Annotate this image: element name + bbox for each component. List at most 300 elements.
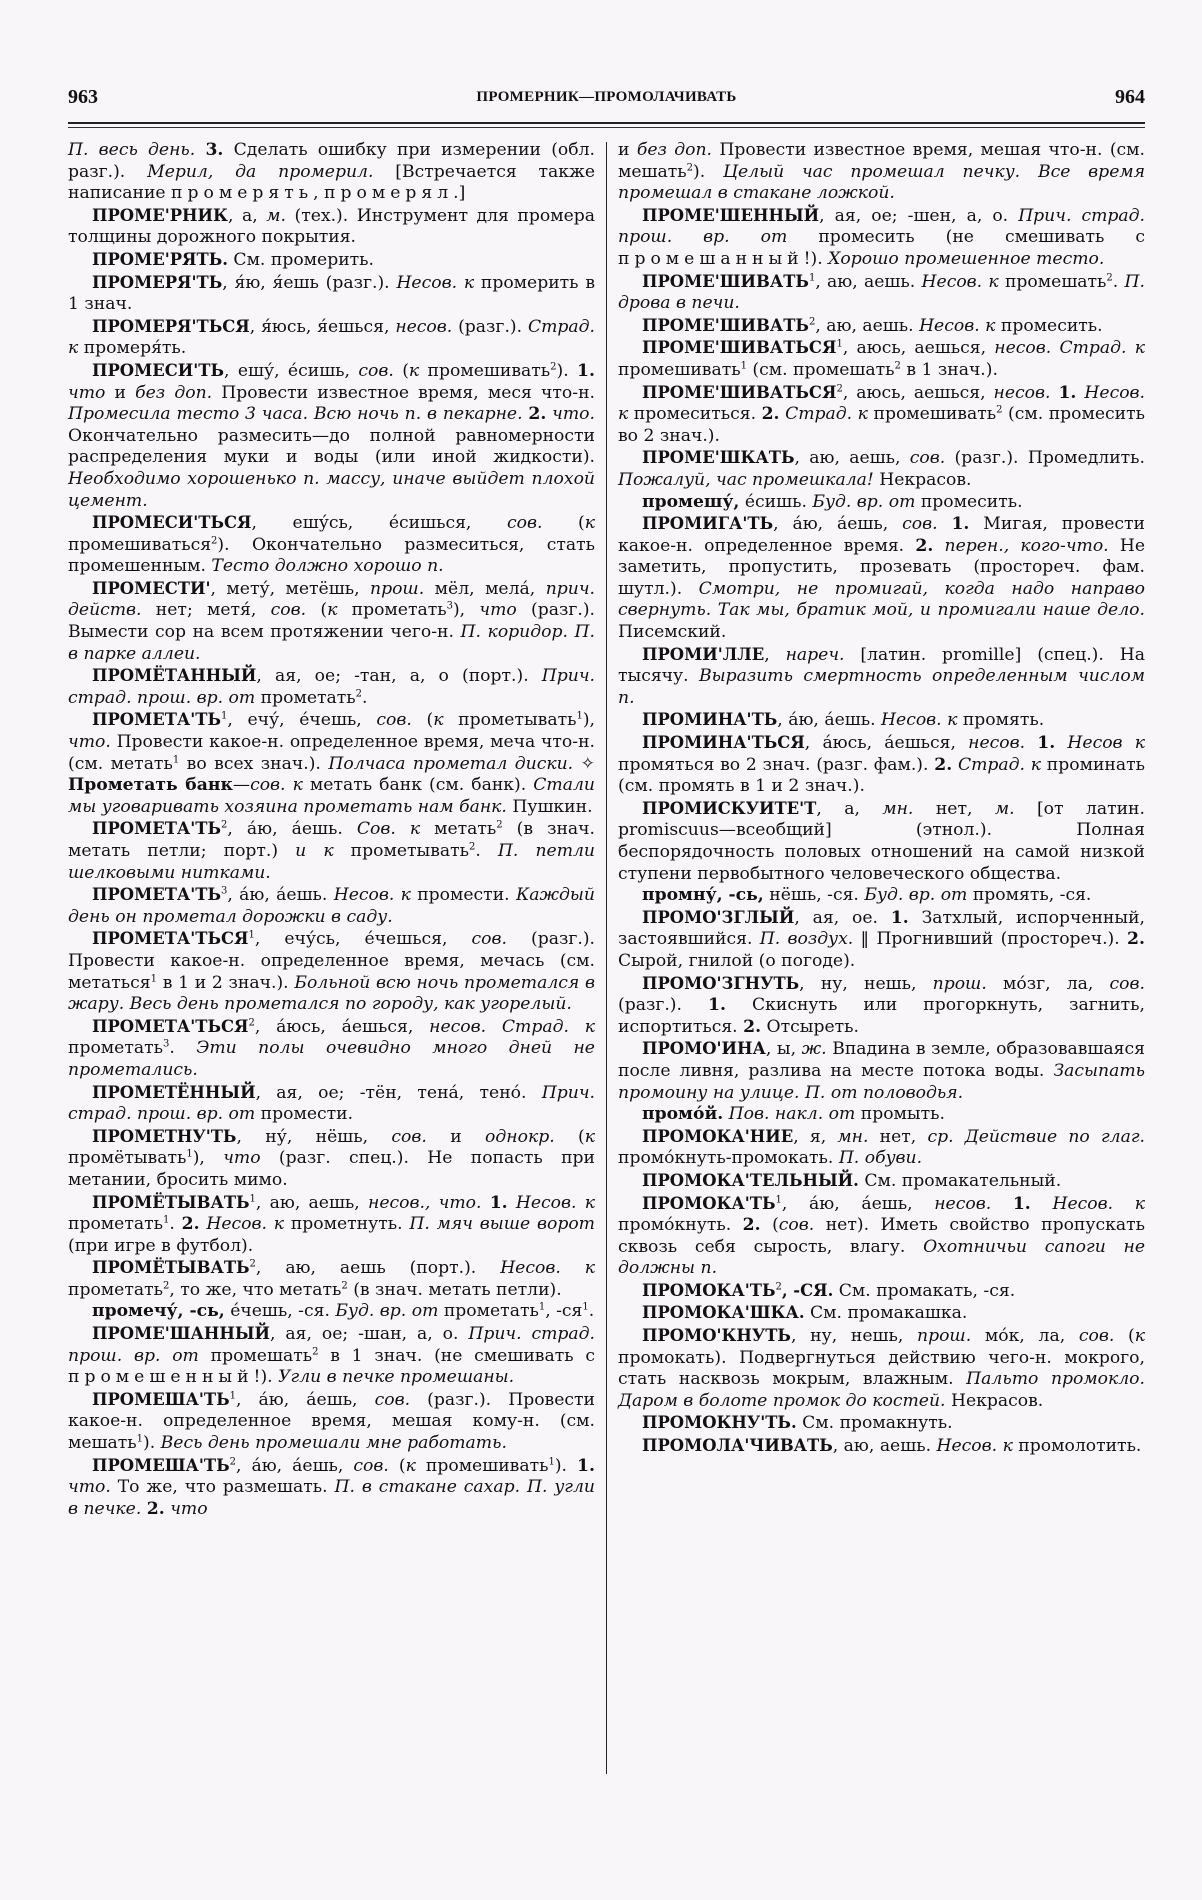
entry-text: , а́ю, а́ешь, (773, 514, 903, 535)
entry-text: 2. (146, 1498, 165, 1519)
entry-text: Промесила тесто 3 часа. Всю ночь п. в пекарне. (68, 404, 523, 425)
entry-text: прош. (932, 973, 987, 994)
entry-text: ), (582, 710, 595, 731)
entry-text: промешу́, (642, 491, 740, 512)
entry-text: сов. (1109, 973, 1145, 994)
entry-text: Пожалуй, час промешкала! (618, 469, 874, 490)
homonym-index: 2 (836, 382, 843, 394)
entry-text: несов., что. (368, 1192, 482, 1213)
entry-text: что. (68, 732, 111, 753)
entry-text: сов. (270, 600, 307, 621)
dictionary-entry (618, 1126, 1145, 1170)
headword: ПРОМИНА'ТЬ (642, 710, 778, 730)
entry-text: Страд. к (785, 404, 868, 425)
entry-text: [от латин. promiscuus—всеобщий] (этнол.). Полная беспорядочность половых отношений на самой низкой ступени первобытного человеческого общества. (618, 798, 1145, 884)
entry-text: (разг.). Вымести сор на всем протяжении чего-н. (68, 600, 596, 643)
entry-text: Полчаса прометал диски. (328, 753, 574, 774)
entry-text: Некрасов. (945, 1390, 1044, 1411)
dictionary-entry (618, 447, 1145, 491)
entry-text: Каждый день он прометал дорожки в саду. (68, 885, 595, 927)
entry-text: Охотничьи сапоги не должны п. (618, 1236, 1145, 1279)
entry-text: , аю, аешь, (794, 448, 910, 469)
dictionary-entry (618, 1038, 1145, 1104)
homonym-index: 1 (740, 360, 747, 372)
entry-text: в 1 знач.). (900, 359, 998, 380)
headword: ПРОМОКА'ТЬ (642, 1193, 776, 1213)
entry-text: (тех.). Инструмент для промера толщины дорожного покрытия. (68, 205, 595, 248)
entry-text: промерить в 1 знач. (68, 272, 596, 315)
entry-text: , аюсь, аешься, (842, 338, 995, 359)
entry-text: См. промакательный. (858, 1170, 1062, 1191)
entry-text: , (313, 183, 325, 204)
homonym-index: 2 (249, 1258, 256, 1270)
entry-text: , ая, ое; -шен, а, о. (819, 205, 1019, 226)
homonym-index: 2 (996, 404, 1003, 416)
dictionary-entry (618, 1280, 1145, 1303)
entry-text: прометнуть. (284, 1214, 410, 1235)
homonym-index: 1 (162, 1214, 170, 1226)
entry-text (481, 1193, 489, 1213)
entry-text: промешивать (419, 360, 551, 381)
headword: ПРОМЕРЯ'ТЬСЯ (92, 316, 250, 336)
entry-text: Пальто промокло. Даром в болоте промок до костей. (618, 1369, 1145, 1411)
entry-text: Страд. к (68, 316, 595, 359)
entry-text: Провести известное время, мешая что-н. (см. мешать (618, 140, 1146, 182)
entry-text: , а́юсь, а́ешься, (804, 733, 969, 754)
homonym-index: 2 (355, 688, 363, 700)
headword: ПРОМЕ'ШКАТЬ (642, 448, 795, 468)
entry-text: промять. (957, 710, 1045, 731)
entry-text: 1. (1012, 1193, 1031, 1214)
entry-text: Впадина в земле, образовавшаяся после ливня, разлива на месте потока воды. (618, 1039, 1145, 1081)
entry-text: несов. (993, 382, 1051, 403)
homonym-index: 2 (469, 841, 476, 853)
dictionary-entry (618, 382, 1145, 448)
entry-text: , я́юсь, я́ешься, (249, 316, 396, 337)
entry-text: Угли в печке промешаны. (278, 1367, 515, 1388)
entry-text: 3. (205, 140, 224, 160)
entry-text: м. (266, 205, 286, 226)
dictionary-entry (68, 272, 595, 316)
headword: ПРОМЕСТИ' (92, 578, 211, 598)
entry-text: несов. Страд. к (429, 1016, 595, 1037)
entry-text: что. (68, 1477, 111, 1498)
entry-text: к (433, 710, 444, 731)
entry-text: (см. промесить во 2 знач.). (618, 404, 1145, 446)
dictionary-entry (618, 709, 1145, 732)
entry-text: , а́ю, а́ешь. (777, 710, 882, 731)
entry-text: 1. (1037, 733, 1056, 754)
entry-text: и (618, 140, 637, 160)
headword: ПРОМЁТЫВАТЬ (92, 1258, 250, 1278)
dictionary-entry (618, 973, 1145, 1039)
homonym-index: 2 (808, 316, 816, 328)
entry-text: 2. (528, 404, 547, 425)
entry-text: , ая, ое; -тён, тена́, тено́. (255, 1082, 542, 1103)
entry-text: Несов. к (500, 1258, 595, 1279)
entry-text: Сделать ошибку при измерении (обл. разг.). (68, 140, 595, 182)
entry-text: 1. (1058, 382, 1077, 403)
entry-text: что (170, 1498, 208, 1519)
entry-text: сов. (374, 1389, 411, 1410)
entry-text: промешиваться (68, 534, 212, 555)
entry-text: ( (411, 710, 434, 731)
entry-text: 2. (915, 535, 934, 556)
headword: ПРОМЕША'ТЬ (92, 1455, 230, 1475)
dictionary-entry (618, 798, 1145, 885)
entry-text: Затхлый, испорченный, застоявшийся. (618, 907, 1145, 950)
headword: ПРОМЕ'ШИВАТЬ (642, 271, 809, 291)
entry-text: , а́ю, а́ешь. (227, 819, 357, 840)
entry-text: промолотить. (1012, 1436, 1142, 1457)
headword: ПРОМОКА'ТЬ (642, 1280, 776, 1300)
entry-text: 1. (708, 995, 726, 1016)
homonym-index: 1 (775, 1193, 782, 1205)
dictionary-entry (618, 644, 1145, 710)
dictionary-entry (618, 271, 1145, 315)
entry-text (195, 140, 205, 160)
homonym-index: 2 (686, 161, 694, 173)
entry-text: ср. Действие по глаг. (927, 1126, 1145, 1147)
headword: ПРОМО'ЗГНУТЬ (642, 973, 800, 993)
dictionary-entry (618, 205, 1145, 271)
headword: ПРОМОЛА'ЧИВАТЬ (642, 1436, 833, 1456)
entry-text: [латин. promille] (спец.). На тысячу. (618, 644, 1145, 687)
entry-text: П. обуви. (838, 1148, 923, 1169)
entry-text: Выразить смертность определенным числом п. (618, 666, 1145, 708)
entry-text: Целый час промешал печку. Все время промешал в стакане ложкой. (618, 161, 1145, 204)
homonym-index: 2 (248, 1017, 255, 1029)
dictionary-entry (618, 1435, 1145, 1458)
entry-text: сов. (353, 1455, 389, 1476)
homonym-index: 2 (162, 1280, 170, 1292)
entry-text: , а́ю, а́ешь, (781, 1193, 935, 1214)
entry-text: П. воздух. (759, 929, 854, 950)
entry-text: ( (554, 1126, 585, 1147)
entry-text: , ая, ое; -тан, а, о (порт.). (256, 666, 542, 687)
entry-text: См. промакашка. (804, 1303, 968, 1324)
entry-text: промечу́, -сь, (92, 1301, 225, 1322)
dictionary-entry (618, 1104, 1145, 1126)
entry-text: , аю, аешь, (255, 1192, 368, 1213)
entry-text: несов. (395, 316, 453, 337)
entry-text: , аю, аешь. (832, 1436, 937, 1457)
entry-text: Окончательно размесить—до полной равномерности распределения муки и воды (или иной жидкости). (68, 425, 595, 468)
entry-text: однокр. (485, 1126, 555, 1147)
entry-text: прич. действ. (68, 578, 596, 621)
headword: ПРОМЁТАННЫЙ (92, 666, 257, 686)
entry-text: промо́кнуть-промокать. (618, 1148, 839, 1169)
entry-text: Провести какое-н. определенное время, меча что-н. (см. метать (68, 732, 595, 774)
entry-text: сов. (506, 513, 543, 534)
entry-text (938, 514, 952, 534)
entry-text: — (232, 775, 251, 796)
entry-text: , то же, что метать (169, 1279, 342, 1300)
homonym-index: 3 (162, 1038, 170, 1050)
entry-text: прометать (438, 1301, 539, 1322)
dictionary-entry (68, 1016, 595, 1082)
entry-text: , а́ю, а́ешь, (235, 1389, 375, 1410)
dictionary-entry (68, 818, 595, 884)
right-page-number: 964 (1115, 86, 1145, 108)
entry-text: ( (1114, 1326, 1135, 1347)
entry-text: , аю, аешь. (815, 271, 922, 292)
entry-text: Несов. к (333, 885, 411, 906)
headword: ПРОМЕТА'ТЬ (92, 710, 222, 730)
entry-text: Прич. страд. прош. вр. от (618, 205, 1145, 248)
entry-text: проминать (см. промять в 1 и 2 знач.). (618, 754, 1145, 797)
entry-text: , мету́, метёшь, (210, 578, 371, 599)
entry-text: Страд. к (957, 754, 1042, 775)
entry-text: к (327, 600, 338, 621)
entry-text: (разг.). Провести какое-н. определенное время, мешая кому-н. (см. мешать (68, 1389, 595, 1454)
entry-text: промерял (324, 183, 454, 204)
entry-text: 2. (181, 1214, 200, 1235)
entry-text: прометывать (443, 710, 577, 731)
dictionary-entry (68, 360, 595, 512)
entry-text: ). (554, 1455, 578, 1476)
entry-text: Несов. к (919, 315, 996, 336)
dictionary-entry (618, 315, 1145, 338)
entry-text: , ечу́сь, е́чешься, (254, 929, 472, 950)
entry-text: Стали мы уговаривать хозяина прометать нам банк. (68, 775, 595, 817)
entry-text: промешать (198, 1345, 313, 1366)
entry-text: Несов к (1067, 733, 1146, 754)
dictionary-entry (618, 907, 1145, 973)
entry-text: 2. (743, 1016, 762, 1037)
dictionary-entry (68, 578, 595, 665)
entry-text: промять, -ся. (967, 885, 1092, 906)
headword: ПРОМЕТЁННЫЙ (92, 1082, 256, 1102)
entry-text: нареч. (785, 644, 845, 665)
entry-text: сов. (376, 710, 412, 731)
entry-text: промокать). Подвергнуться действию чего-н. мокрого, стать насквозь мокрым, влажным. (618, 1347, 1145, 1390)
dictionary-entry (68, 1389, 595, 1455)
entry-text: Прометать банк (68, 775, 233, 796)
entry-text: , ечу́, е́чешь, (227, 710, 377, 731)
entry-text: Писемский. (618, 622, 727, 643)
entry-text: нет). Иметь свойство пропускать сквозь себя сырость, влагу. (618, 1215, 1145, 1257)
running-title: ПРОМЕРНИК—ПРОМОЛАЧИВАТЬ (476, 89, 737, 105)
entry-text: и (105, 382, 136, 403)
entry-text: прометать (68, 1038, 163, 1059)
entry-text: 2. (1127, 929, 1145, 950)
entry-text: !). (253, 1367, 279, 1388)
entry-text: (разг. спец.). Не попасть при метании, бросить мимо. (68, 1148, 595, 1190)
entry-text: прош. (917, 1326, 972, 1347)
homonym-index: 3 (446, 600, 453, 612)
entry-text: 1. (489, 1192, 508, 1213)
entry-text: промешенный (68, 1367, 254, 1388)
entry-text (1031, 1194, 1053, 1214)
homonym-index: 2 (894, 360, 901, 372)
dictionary-entry (618, 140, 1145, 205)
entry-text: метать (420, 819, 497, 840)
entry-text (508, 1193, 516, 1213)
entry-text: ), (452, 600, 480, 621)
entry-text: Прич. страд. прош. вр. от (68, 1324, 595, 1366)
headword: ПРОМИ'ЛЛЕ (642, 644, 765, 664)
entry-text: промешивать (415, 1455, 549, 1476)
dictionary-entry (68, 205, 595, 249)
entry-text: Несов. к (396, 272, 475, 293)
dictionary-entry (618, 1193, 1145, 1280)
entry-text: несов. (968, 733, 1026, 754)
entry-text: промесить. (995, 315, 1103, 336)
entry-text: , ы, (765, 1039, 802, 1060)
entry-text: [Встречается также написание (68, 161, 596, 204)
entry-text: То же, что размешать. (110, 1477, 335, 1498)
entry-text: нет, (868, 1126, 928, 1147)
entry-text: См. промакнуть. (796, 1413, 953, 1434)
headword: ПРОМОКА'НИЕ (642, 1126, 794, 1146)
headword: ПРОМЕ'ШЕННЫЙ (642, 205, 820, 225)
entry-text: Пов. накл. от (728, 1104, 856, 1125)
entry-text: промо́й. (642, 1104, 724, 1125)
entry-text: прометать (337, 600, 447, 621)
entry-text: , ая, ое. (794, 907, 891, 928)
headword: ПРОМЕША'ТЬ (92, 1389, 230, 1409)
entry-text: к (408, 360, 420, 381)
entry-text: ж. (801, 1039, 827, 1060)
entry-text: (разг.). Промедлить. (945, 448, 1145, 469)
dictionary-entry (618, 1170, 1145, 1193)
headword: ПРОМИСКУИТЕ'Т (642, 798, 817, 818)
entry-text: нет, (913, 798, 995, 819)
entry-text: Весь день промешали мне работать. (160, 1433, 507, 1454)
entry-text: Эти полы очевидно много дней не прометались. (68, 1038, 595, 1080)
headword: ПРОМЕ'ШИВАТЬСЯ (642, 382, 837, 402)
entry-text (991, 1194, 1013, 1214)
entry-text: прометать (68, 1214, 163, 1235)
entry-text: 1. (890, 907, 909, 928)
entry-text: сов. (391, 1126, 427, 1147)
entry-text: Прич. страд. прош. вр. от (68, 666, 595, 708)
entry-text (933, 536, 944, 556)
entry-text: Провести известное время, меся что-н. (212, 382, 595, 403)
entry-text: , а́ю, а́ешь, (235, 1455, 354, 1476)
entry-text: сов. (902, 514, 938, 535)
entry-text: промешать (998, 271, 1107, 292)
headword: ПРОМЕ'РНИК (92, 205, 228, 225)
entry-text: промешивать (618, 359, 741, 380)
entry-text: прометать (68, 1279, 163, 1300)
entry-text: Буд. вр. от (812, 491, 916, 512)
entry-text: 2. (934, 754, 953, 775)
entry-text: Несов. к (936, 1436, 1013, 1457)
header-rule-thin (68, 127, 1145, 128)
entry-text: , ая, ое; -шан, а, о. (270, 1324, 469, 1345)
headword: , -СЯ. (781, 1280, 834, 1300)
entry-text: несов. Страд. к (994, 338, 1145, 359)
entry-text: Сов. к (356, 819, 421, 840)
entry-text: , а, (816, 798, 883, 819)
homonym-index: 1 (186, 1148, 193, 1160)
homonym-index: 1 (808, 271, 816, 283)
headword: ПРОМЕ'ШИВАТЬСЯ (642, 338, 837, 358)
homonym-index: 2 (312, 1345, 319, 1357)
entry-text: ✧ (573, 753, 596, 774)
right-column (618, 140, 1145, 1458)
entry-text: и к (295, 841, 334, 861)
entry-text: , аю, аешь. (815, 315, 920, 336)
entry-text: ). (556, 360, 578, 381)
entry-text: (см. промешать (746, 359, 895, 380)
entry-text: , ешу́, е́сишь, (224, 360, 359, 381)
entry-text: Несов. к (206, 1214, 285, 1235)
homonym-index: 1 (150, 972, 158, 984)
entry-text: без доп. (636, 140, 713, 160)
homonym-index: 1 (221, 710, 228, 722)
entry-text: мо́зг, ла, (986, 973, 1110, 994)
homonym-index: 1 (136, 1433, 144, 1445)
headword: ПРОМЕСИ'ТЬ (92, 360, 224, 380)
page-header (68, 86, 1145, 116)
entry-text: , (764, 644, 786, 665)
entry-text: промести. (410, 885, 516, 906)
entry-text: промерять (171, 183, 314, 204)
entry-text: .] (453, 183, 466, 204)
entry-text: Пушкин. (506, 796, 593, 817)
dictionary-entry (68, 1455, 595, 1521)
dictionary-entry (618, 513, 1145, 644)
dictionary-entry (68, 1126, 595, 1192)
entry-text: П. петли шелковыми нитками. (68, 841, 596, 883)
entry-text: сов. (778, 1215, 815, 1236)
entry-text: П. коридор. П. в парке аллеи. (68, 622, 595, 664)
entry-text: промо́кнуть. (618, 1215, 743, 1236)
homonym-index: 1 (249, 1192, 256, 1204)
entry-text: Прич. страд. прош. вр. от (68, 1082, 595, 1125)
headword: ПРОМО'КНУТЬ (642, 1326, 791, 1346)
entry-text: промётывать (68, 1148, 187, 1169)
entry-text: Больной всю ночь прометался в жару. Весь день прометался по городу, как угорелый. (68, 972, 595, 1015)
entry-text: ), (192, 1148, 224, 1169)
entry-text: промесить (не смешивать с (787, 227, 1145, 248)
entry-text: . (475, 841, 498, 861)
entry-text: , ну́, нёшь, (236, 1126, 392, 1147)
entry-text: ). Окончательно размеситься, стать промешенным. (68, 534, 595, 577)
entry-text: ‖ Прогнивший (простореч.). (853, 929, 1128, 950)
entry-text: промешанный (618, 248, 804, 269)
left-page-number: 963 (68, 86, 98, 108)
homonym-index: 1 (172, 753, 180, 765)
headword: ПРОМИНА'ТЬСЯ (642, 733, 805, 753)
entry-text: Мигая, провести какое-н. определенное время. (618, 514, 1145, 556)
headword: ПРОМИГА'ТЬ (642, 514, 774, 534)
entry-text: , -ся (545, 1301, 583, 1322)
entry-text: Несов. к (1052, 1193, 1145, 1214)
entry-text (1055, 733, 1067, 753)
entry-text: Буд. вр. от (864, 885, 968, 906)
homonym-index: 1 (548, 1455, 555, 1467)
entry-text: , а́ю, а́ешь. (227, 885, 334, 906)
entry-text: что (223, 1148, 261, 1169)
entry-text: Не заметить, пропустить, прозевать (простореч. фам. шутл.). (618, 535, 1145, 599)
entry-text: (при игре в футбол). (68, 1235, 254, 1256)
entry-text: Несов. к (881, 710, 958, 731)
entry-text: Буд. вр. от (335, 1301, 439, 1322)
entry-text: Тесто должно хорошо п. (211, 556, 444, 577)
entry-text: прометывать (333, 841, 469, 861)
entry-text: . (588, 1301, 595, 1322)
entry-text: сов. (358, 360, 394, 381)
homonym-index: 1 (229, 1390, 236, 1402)
headword: ПРОМЕ'РЯТЬ. (92, 249, 228, 269)
entry-text: . (362, 687, 368, 708)
dictionary-entry (68, 1082, 595, 1126)
column-divider (606, 142, 607, 1774)
